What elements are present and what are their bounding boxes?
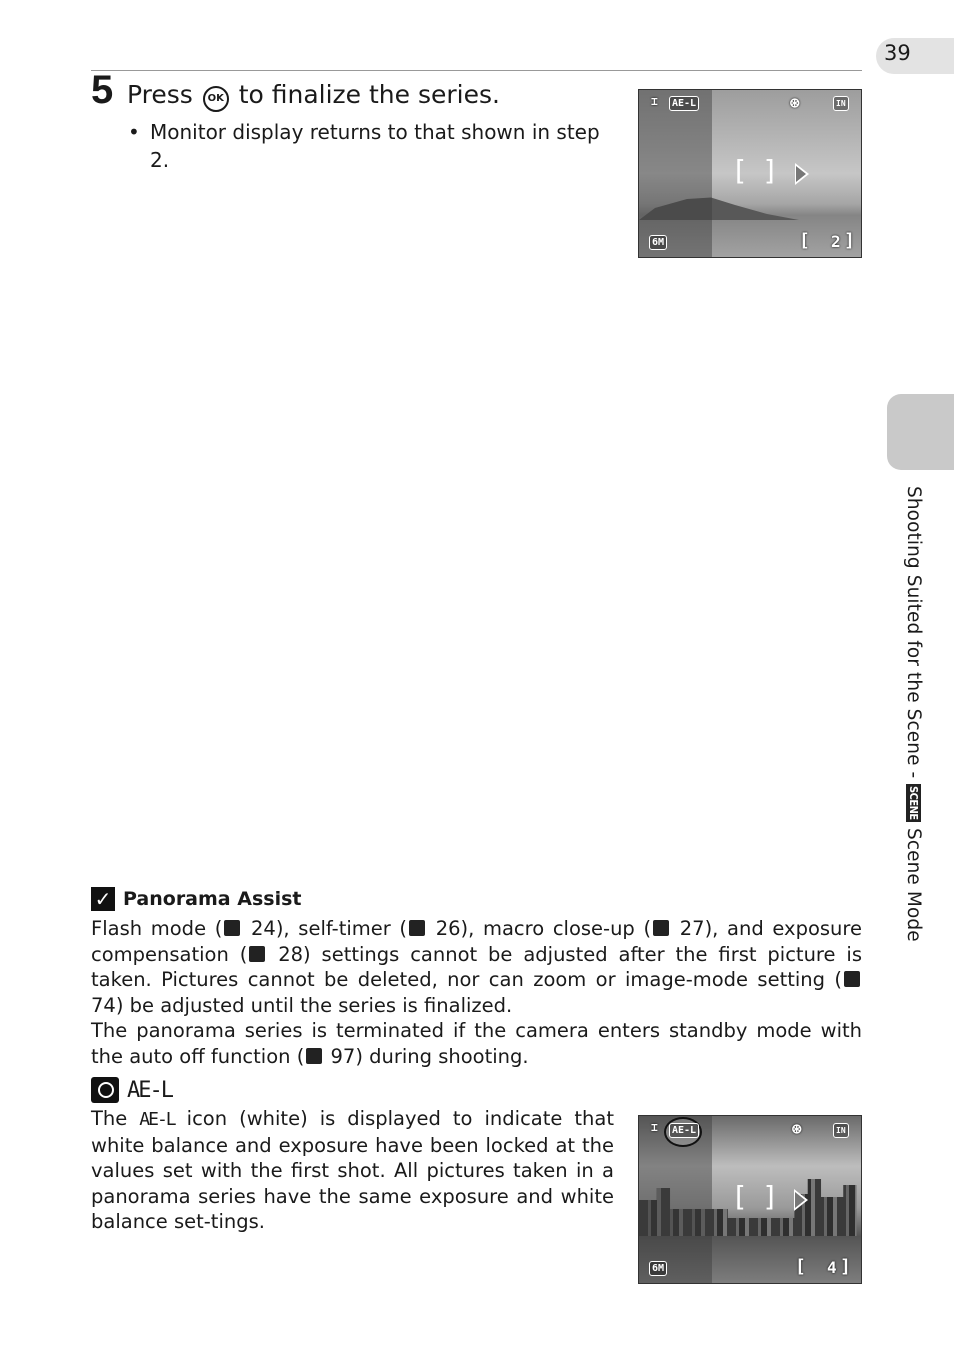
panorama-icon: ⌶ [651,1121,658,1134]
magnifier-tip-icon [91,1077,119,1103]
frame-bracket-close-icon: ] [840,1256,851,1277]
tip-paragraph: The AE-L icon (white) is displayed to indicate that white balance and exposure have been locked at the values set with the first shot. All pictures taken in a panorama series have the same exposure and white balance set-tings. [91,1107,614,1234]
page-reference-icon [249,946,265,962]
ael-inline-icon: AE-L [139,1109,175,1130]
ael-indicator: AE-L [669,96,699,111]
frame-bracket-icon: [ [799,230,810,251]
note-paragraph-2: The panorama series is terminated if the camera enters standby mode with the auto off function ( 97) during shooting. [91,1019,862,1068]
focus-brackets: [] [731,1180,793,1213]
page-reference-icon [653,920,669,936]
page-number: 39 [884,41,911,65]
page-reference-icon [409,920,425,936]
image-size-icon: 6M [649,1261,667,1276]
chapter-label: Shooting Suited for the Scene - SCENE Scene Mode [903,486,924,942]
monitor-screenshot-1 [638,89,862,258]
frame-bracket-icon: [ [795,1256,806,1277]
frame-bracket-close-icon: ] [844,230,855,251]
monitor-screenshot-2 [638,1115,862,1284]
focus-brackets: [] [731,154,793,187]
tip-heading: AE-L [91,1077,172,1103]
page-reference-icon [306,1048,322,1064]
note-paragraph-1: Flash mode ( 24), self-timer ( 26), macro close-up ( 27), and exposure compensation ( 28) settings cannot be adjusted after the first picture is taken. Pictures cannot be deleted, nor can zoom or image-mode setting ( 74) be adjusted until the series is finalized. [91,917,862,1017]
ok-button-icon: OK [203,86,229,112]
bullet-dot: • [128,120,140,144]
pan-direction-arrow-inner [795,1192,805,1208]
internal-memory-icon: IN [833,96,849,111]
step-bullet: • Monitor display returns to that shown in step 2. [128,120,600,172]
frame-count: 4 [827,1258,837,1277]
ael-indicator: AE-L [669,1123,699,1138]
scene-icon: SCENE [907,786,920,821]
internal-memory-icon: IN [833,1123,849,1138]
page-reference-icon [844,971,860,987]
checkmark-icon: ✓ [91,887,115,911]
top-rule [91,70,862,71]
flash-off-icon: ⊛ [790,93,800,112]
flash-off-icon: ⊛ [792,1119,802,1138]
frame-count: 2 [831,232,841,251]
pan-direction-arrow-inner [796,166,806,182]
step-number: 5 [91,68,114,112]
page-reference-icon [224,920,240,936]
note-heading: ✓ Panorama Assist [91,887,301,911]
image-size-icon: 6M [649,235,667,250]
chapter-tab [887,394,954,470]
previous-frame-overlay [639,90,712,257]
panorama-icon: ⌶ [651,95,658,108]
step-heading: Press OK to finalize the series. [127,80,500,112]
